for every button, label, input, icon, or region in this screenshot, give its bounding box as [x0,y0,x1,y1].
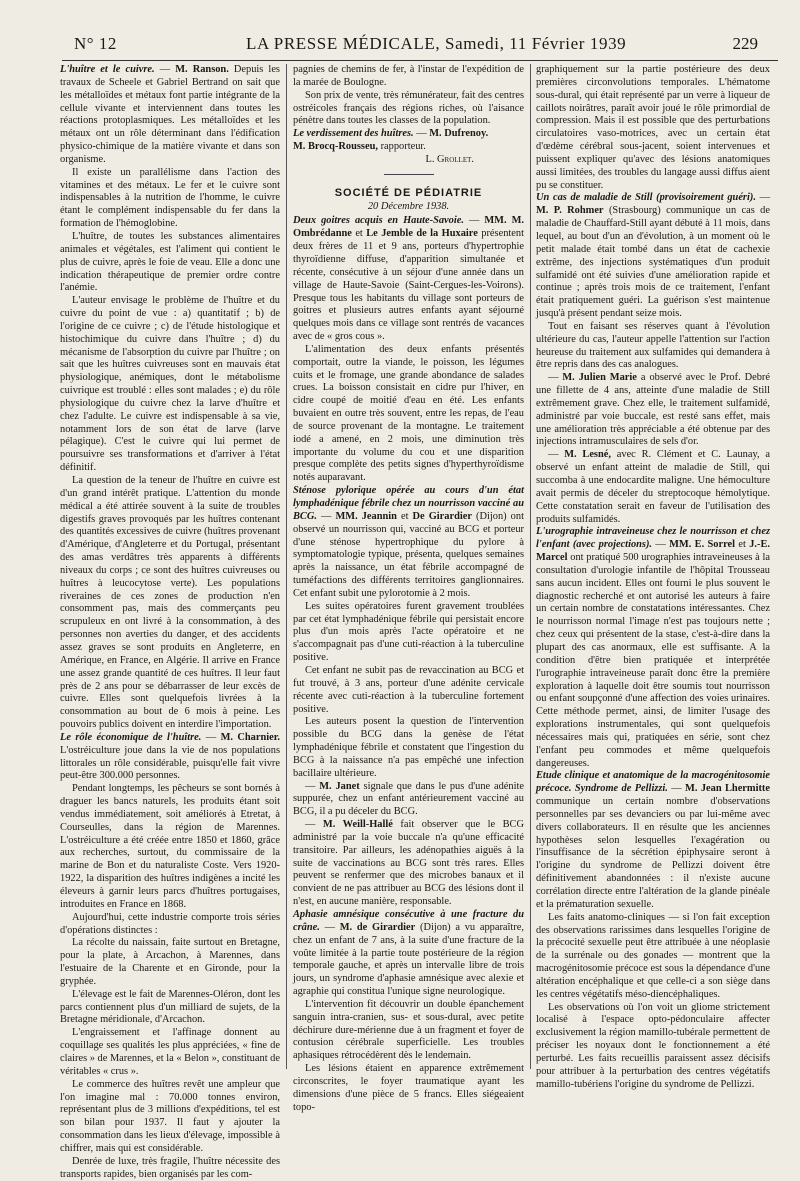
author-name: De Girardier [412,510,472,522]
issue-number: N° 12 [74,34,117,53]
conjunction: et [355,228,363,240]
article-heading: Sténose pylorique opérée au cours d'un état lymphadénique fébrile chez un nourrisson vacciné au BCG. [293,485,524,522]
article-heading: Un cas de maladie de Still (provisoirement guéri). [536,192,756,204]
paragraph-text: Son prix de vente, très rémunérateur, fait des centres ostréicoles français des régions riches, où l'aisance pénètre dans toutes les classes de la population. [293,89,524,127]
paragraph-text: rapporteur. [380,141,426,153]
author-name: M. Janet [319,780,360,792]
article-heading: L'urographie intraveineuse chez le nourrisson et chez l'enfant (avec projections). [536,526,770,551]
paragraph-text: présentent deux frères de 11 et 9 ans, porteurs d'hypertrophie thyroïdienne diffuse, d'apparition simultanée et récente, consécutive à un séjour d'une année dans un village de Haute-Savoie (Saint-Cergues-les-Voirons). Presque tous les habitants du village sont porteurs de goitres et plusieurs autres enfants ayant séjourné quelques mois dans ce village sont rentrés de vacances avec de « gros cous ». [293,228,524,343]
paragraph-text: Tout en faisant ses réserves quant à l'évolution ultérieure du cas, l'auteur appelle l'attention sur l'action heureuse du traitement aux sulfamides qui demandera à être repris dans des cas analogues. [536,320,770,371]
journal-title: LA PRESSE MÉDICALE, Samedi, 11 Février 1939 [246,34,627,53]
article-paragraph: Sténose pylorique opérée au cours d'un état lymphadénique fébrile chez un nourrisson vacciné au BCG. — MM. Jeannin et De Girardier (Dijon) ont observé un nourrisson qui, vacciné au BCG et porteur d'une sténose hypertrophique du pylore à symptomatologie typique, présenta, quelques semaines après la naissance, un état fébrile accompagné de tuméfactions des différents territoires ganglionnaires. Cet enfant subit une pylorotomie à 2 mois. [293,485,524,599]
article-paragraph: Le rôle économique de l'huître. — M. Charnier. L'ostréiculture joue dans la vie de nos populations littorales un rôle considérable, puisqu'elle fait vivre peut-être 300.000 personnes. [60,731,280,782]
paragraph-text: Aujourd'hui, cette industrie comporte trois séries d'opérations distinctes : [60,911,280,936]
article-paragraph: — M. Lesné, avec R. Clément et C. Launay, a observé un enfant atteint de maladie de Still, qui succomba à une endocardite maligne. Une hémoculture avait permis de déceler du streptocoque hémolytique. Cette constatation serait en faveur de l'utilisation des produits sulfamidés. [536,449,770,525]
paragraph-text: Pendant longtemps, les pêcheurs se sont bornés à draguer les bancs naturels, les produits étant soit vendus immédiatement, soit améliorés à Etretat, à Courseulles, dans la région de Marennes. L'ostréiculture a été créée entre 1850 et 1860, grâce aux recherches, surtout, du commissaire de la marine de Bon et du naturaliste Coste. Vers 1920-1922, la disparition des huîtres indigènes a incité les éleveurs à garnir leurs parcs d'huîtres portugaises, introduites en France en 1868. [60,783,280,910]
paragraph-text: (Dijon) a vu apparaître, chez un enfant de 7 ans, à la suite d'une fracture de la voûte limitée à la partie toute postérieure de la région temporale gauche, et après un intervalle libre de trois jours, un syndrome d'aphasie amnésique avec alexie et agraphie qui constitua l'unique signe neurologique. [293,921,524,998]
author-name: J.-E. Marcel [536,539,770,564]
paragraph-text: La récolte du naissain, faite surtout en Bretagne, pour la plate, à Arcachon, à Marennes, dans l'estuaire de la Charente et en Gironde, pour la gryphée. [60,937,280,987]
paragraph-text: L'engraissement et l'affinage donnent au coquillage ses qualités les plus appréciées, « fine de claires » de Marennes, et la « Belon », constituant de véritables « crus ». [60,1027,280,1077]
article-paragraph: — M. Julien Marie a observé avec le Prof. Debré une fillette de 4 ans, atteinte d'une maladie de Still extrêmement grave. Chez elle, le traitement sulfamidé, administré par voie buccale, est resté sans effet, mais une amélioration très appréciable a été obtenue par des injections intramusculaires de sels d'or. [536,372,771,448]
paragraph-text: L'auteur envisage le problème de l'huître et du cuivre du point de vue : a) quantitatif ; b) de l'origine de ce cuivre ; c) de l'étude histologique et histochimique du cuivre dans l'huître ; d) du mécanisme de l'absorption du cuivre par l'huître ; on sait que les huîtres cuivreuses sont en mauvais état physiologique, anémiques, dont le métabolisme cuivrique est troublé : elles sont malades ; e) du rôle physiologique du cuivre chez la larve d'huître et chez l'adulte. Le cuivre est indispensable à sa vie, notamment lors de son état de larve (larve pélagique). C'est le cuivre qui lui permet de poursuivre ses transformations et d'arriver à l'état définitif. [60,295,280,474]
section-rule [384,174,434,175]
article-paragraph: Etude clinique et anatomique de la macrogénitosomie précoce. Syndrome de Pellizzi. — M. Jean Lhermitte communique un certain nombre d'observations personnelles par ses devanciers ou par lui-même avec divers collaborateurs. Il en résulte que les anciennes hypothèses selon lesquelles l'exagération ou l'insuffisance de la sécrétion épiphysaire seront à l'origine du syndrome de Pellizzi doivent être définitivement abandonnées : il n'existe aucune corrélation directe entre l'altération de la glande pinéale et la prématuration sexuelle. [536,770,770,910]
author-name: M. Jean Lhermitte [685,783,770,795]
paragraph-text: graphiquement sur la partie postérieure des deux premières circonvolutions temporales. L'hématome sous-dural, qui était représenté par un verre à liqueur de caillots noirâtres, paraît avoir joué le rôle primordial de compression. Mais il est possible que des perturbations circulatoires vaso-motrices, avec un certain état d'œdème cérébral sous-jacent, soient intervenues et puissent expliquer qu'avec des lésions anatomiques aussi limitées, des troubles du langage aussi diffus aient pu se constituer. [536,64,770,191]
paragraph-text: Il existe un parallélisme dans l'action des vitamines et des métaux. Le fer et le cuivre sont indispensables à la nutrition de l'homme, le cuivre étant le complément indispensable du fer dans la formation de l'hémoglobine. [60,166,280,230]
paragraph-text: Denrée de luxe, très fragile, l'huître nécessite des transports rapides, bien organisés par les com- [60,1155,280,1180]
article-paragraph: Aphasie amnésique consécutive à une fracture du crâne. — M. de Girardier (Dijon) a vu apparaître, chez un enfant de 7 ans, à la suite d'une fracture de la voûte limitée à la partie toute postérieure de la région temporale gauche, et après un intervalle libre de trois jours, un syndrome d'aphasie amnésique avec alexie et agraphie qui constitua l'unique signe neurologique. [293,909,524,998]
column-divider [286,64,287,1069]
paragraph-text: Les suites opératoires furent gravement troublées par cet état lymphadénique fébrile qui persistait encore plus d'un mois après l'acte opératoire et ne s'accompagnait pas d'une cuti-réaction à la tuberculine positive. [293,600,524,664]
paragraph-text: Le commerce des huîtres revêt une ampleur que l'on imagine mal : 70.000 tonnes environ, représentant plus de 3 millions d'expéditions, tel est son bilan pour 1937. Il faut y ajouter la consommation dans les lieux d'élevage, impossible à chiffrer, mais qui est considérable. [60,1078,280,1154]
article-heading: Aphasie amnésique consécutive à une fracture du crâne. [293,909,524,933]
author-name: MM. Jeannin [335,510,397,522]
author-name: M. Brocq-Rousseu, [293,141,378,153]
article-paragraph: — M. Janet signale que dans le pus d'une adénite suppurée, chez un enfant antérieurement vacciné au BCG, il a pu déceler du BCG. [293,780,524,818]
author-name: M. Weill-Hallé [322,819,393,831]
paragraph-text: Les auteurs posent la question de l'intervention possible du BCG dans la genèse de l'état lymphadénique fébrile et constatent que l'ingestion du BCG à la naissance n'a pas empêché une infection bacillaire ultérieure. [293,716,524,779]
paragraph-text: pagnies de chemins de fer, à l'instar de l'expédition de la marée de Boulogne. [293,64,524,88]
column-left [60,64,280,1180]
section-title: SOCIÉTÉ DE PÉDIATRIE [334,186,483,199]
paragraph-text: (Dijon) ont observé un nourrisson qui, vacciné au BCG et porteur d'une sténose hypertrophique du pylore à symptomatologie typique, présenta, quelques semaines après la naissance, un état fébrile accompagné de tuméfactions des différents territoires ganglionnaires. Cet enfant subit une pylorotomie à 2 mois. [293,510,524,599]
author-name: M. Charnier. [220,731,280,743]
author-name: M. Ranson. [175,64,229,75]
author-name: M. Julien Marie [562,372,637,384]
paragraph-text: L'huître, de toutes les substances alimentaires animales et végétales, est l'aliment qui contient le plus de cuivre, après le foie de veau. Elle a donc une indication thérapeutique de premier ordre contre l'anémie. [60,230,280,294]
paragraph-text: signale que dans le pus d'une adénite suppurée, chez un enfant antérieurement vacciné au BCG, il a pu déceler du BCG. [293,780,524,818]
paragraph-text: fait observer que le BCG administré par la voie buccale n'a qu'une efficacité transitoire. Par ailleurs, les adénopathies aiguës à la suite de vaccinations au BCG sont très rares. Elles peuvent se renfermer que des microbes banaux et il convient de ne pas attribuer au BCG des lésions dont il n'est, en aucune manière, responsable. [293,819,524,908]
paragraph-text: L'intervention fit découvrir un double épanchement sanguin intra-cranien, sus- et sous-dural, avec petite déchirure dure-mérienne due à un fragment et foyer de contusion cérébrale superficielle. Les troubles aphasiques rétrocédèrent dès le lendemain. [293,998,524,1062]
paragraph-text: L'élevage est le fait de Marennes-Oléron, dont les parcs contiennent plus d'un milliard de sujets, de la Bretagne méridionale, d'Arcachon. [60,988,280,1026]
author-name: M. Lesné, [564,449,611,461]
column-right [536,64,771,1090]
article-paragraph: Deux goitres acquis en Haute-Savoie. — MM. M. Ombrédanne et Le Jemble de la Huxaire présentent deux frères de 11 et 9 ans, porteurs d'hypertrophie thyroïdienne diffuse, d'apparition simultanée et récente, consécutive à un séjour d'une année dans un village de Haute-Savoie (Saint-Cergues-les-Voirons). Presque tous les habitants du village sont porteurs de goitres et plusieurs autres enfants ayant séjourné quelques mois dans ce village sont rentrés de vacances avec de « gros cous ». [293,215,524,343]
page-header [66,34,770,60]
paragraph-text: La question de la teneur de l'huître en cuivre est d'un grand intérêt pratique. L'attention du monde médical a été attirée souvent à la suite de troubles digestifs graves provoqués par les huîtres contenant des quantités excessives de cuivre (huîtres provenant d'Amérique, d'Angleterre et du Portugal, présentant des amas verdâtres très apparents à différents niveaux du corps ; ce sont des huîtres cuivreuses ou huîtres à leucocytose verte). Les populations riveraines de ces zones de production n'en consomment pas, mais des commerçants peu scrupuleux en ont livré à la consommation, à des personnes non averties du danger, et des accidents assez graves se sont produits en Angleterre, en Amérique, en France, en Algérie. Il arrive en France une assez grande quantité de ces huîtres. Il leur faut près de 2 ans pour se débarrasser de leur excès de cuivre. Elles sont quelquefois livrées à la consommation au bout de 6 mois à peine. Les pouvoirs publics doivent en interdire l'importation. [60,475,280,731]
author-name: Le Jemble de la Huxaire [366,228,478,240]
header-rule [62,60,778,61]
paragraph-text: Les faits anatomo-cliniques — si l'on fait exception des observations rarissimes dans lesquelles l'origine de la précocité sexuelle peut être attribuée à une néoplasie de la surrénale ou des gonades — montrent que la macrogénitosomie précoce est sous la dépendance d'une altération encéphalique et que celle-ci a son siège dans les centres végétatifs méso-diencéphaliques. [536,911,770,1000]
article-heading: L'huître et le cuivre. [60,64,155,75]
paragraph-text: (Strasbourg) communique un cas de maladie de Chauffard-Still ayant débuté à 11 mois, dans lequel, au bout d'un an d'évolution, à un moment où le petit malade était tombé dans un état de cachexie extrême, des injections systématiques d'un produit sulfamidé ont été suivies d'une amélioration rapide et continue ; après trois mois de ce traitement, l'enfant était pratiquement guéri. La guérison s'est maintenue jusqu'à présent pendant seize mois. [536,205,770,320]
column-divider [530,64,531,1069]
page-number: 229 [732,34,758,53]
author-name: M. de Girardier [339,921,416,933]
paragraph-text: communique un certain nombre d'observations personnelles par ses devanciers ou par lui-même avec divers collaborateurs. Il en résulte que les anciennes hypothèses selon lesquelles l'exagération ou l'insuffisance de la sécrétion épiphysaire seront à l'origine du syndrome de Pellizzi doivent être définitivement abandonnées : il n'existe aucune corrélation directe entre l'altération de la glande pinéale et la prématuration sexuelle. [536,796,770,910]
article-heading: Deux goitres acquis en Haute-Savoie. [293,215,464,227]
article-paragraph: L'urographie intraveineuse chez le nourrisson et chez l'enfant (avec projections). — MM. E. Sorrel et J.-E. Marcel ont pratiqué 500 urographies intraveineuses à la consultation d'urologie infantile de l'hôpital Trousseau sans aucun incident. Elles ont fourni le plus souvent le diagnostic recherché et ont autorisé les auteurs à faire un certain nombre de constatations intéressantes. Chez le nourrisson normal l'image n'est pas toujours nette ; chez ceux qui présentent de la stase, c'est-à-dire dans la plupart des cas anormaux, elle est suffisante. A la condition d'être bien pratiquée et interprétée l'urographie intraveineuse paraît donc être la première exploration à laquelle doit être soumis tout nourrisson ou enfant soupçonné d'une affection des voies urinaires. Cette méthode permet, ainsi, de limiter l'usage des explorations instrumentales, qui sont quelquefois nécessaires mais qui, pratiquées en série, sont chez l'enfant peu commodes et même quelquefois dangereuses. [536,526,770,769]
author-name: M. Dufrenoy. [429,128,489,140]
signature: L. Grollet. [425,153,474,165]
paragraph-text: L'ostréiculture joue dans la vie de nos populations littorales un rôle considérable, puisqu'elle fait vivre peut-être 300.000 personnes. [60,744,280,782]
paragraph-text: L'alimentation des deux enfants présentés comportait, outre la viande, le poisson, les légumes cuits et le fromage, une grande abondance de salades crues. La boisson consistait en cidre pur l'hiver, en cidre coupé de moitié d'eau en été. Les enfants buvaient en outre très souvent, entre les repas, de l'eau de source provenant de la montagne. Le traitement iodé a amené, en 2 mois, une diminution très importante du volume du cou et une disparition presque complète des petits signes d'hyperthyroïdisme notés auparavant. [293,343,524,484]
article-heading: Le rôle économique de l'huître. [60,731,202,743]
article-paragraph: — M. Weill-Hallé fait observer que le BCG administré par la voie buccale n'a qu'une efficacité transitoire. Par ailleurs, les adénopathies aiguës à la suite de vaccinations au BCG sont très rares. Elles peuvent se renfermer que des microbes banaux et il convient de ne pas attribuer au BCG des lésions dont il n'est, en aucune manière, responsable. [293,819,524,908]
conjunction: et [738,539,746,551]
paragraph-text: Depuis les travaux de Scheele et Gabriel Bertrand on sait que les métalloïdes et métaux font partie intégrante de la cellule vivante et interviennent dans toutes les réactions protoplasmiques. Les métalloïdes et les métaux ont un rôle déterminant dans l'édification physico-chimique de la matière vivante et dans son organisme. [60,64,280,165]
article-paragraph: Le verdissement des huîtres. — M. Dufrenoy. [293,128,489,140]
paragraph-text: Les lésions étaient en apparence extrêmement circonscrites, le foyer traumatique ayant les dimensions d'une pièce de 5 francs. Elles siégeaient topo- [293,1063,524,1113]
paragraph-text: avec R. Clément et C. Launay, a observé un enfant atteint de maladie de Still, qui succomba à une endocardite maligne. Une hémoculture avait permis de déceler du streptocoque hémolytique. Cette constatation serait en faveur de l'utilisation des produits sulfamidés. [536,449,770,525]
author-name: M. P. Rohmer [536,205,604,217]
author-name: MM. M. Ombrédanne [293,215,524,240]
article-heading: Le verdissement des huîtres. [293,128,414,140]
paragraph-text: a observé avec le Prof. Debré une fillette de 4 ans, atteinte d'une maladie de Still extrêmement grave. Chez elle, le traitement sulfamidé, administré par voie buccale, est resté sans effet, mais une amélioration très appréciable a été obtenue par des injections intramusculaires de sels d'or. [536,372,771,448]
author-name: MM. E. Sorrel [669,539,736,551]
article-paragraph: Un cas de maladie de Still (provisoirement guéri). — M. P. Rohmer (Strasbourg) communique un cas de maladie de Chauffard-Still ayant débuté à 11 mois, dans lequel, au bout d'un an d'évolution, à un moment où le petit malade était tombé dans un état de cachexie extrême, des injections systématiques d'un produit sulfamidé ont été suivies d'une amélioration rapide et continue ; après trois mois de ce traitement, l'enfant était pratiquement guéri. La guérison s'est maintenue jusqu'à présent pendant seize mois. [536,192,770,320]
article-heading: Etude clinique et anatomique de la macrogénitosomie précoce. Syndrome de Pellizzi. [536,770,770,795]
paragraph-text: ont pratiqué 500 urographies intraveineuses à la consultation d'urologie infantile de l'hôpital Trousseau sans aucun incident. Elles ont fourni le plus souvent le diagnostic recherché et ont autorisé les auteurs à faire un certain nombre de constatations intéressantes. Chez le nourrisson normal l'image n'est pas toujours nette ; chez ceux qui présentent de la stase, c'est-à-dire dans la plupart des cas anormaux, elle est suffisante. A la condition d'être bien pratiquée et interprétée l'urographie intraveineuse paraît donc être la première exploration à laquelle doit être soumis tout nourrisson ou enfant soupçonné d'une affection des voies urinaires. Cette méthode permet, ainsi, de limiter l'usage des explorations instrumentales, qui sont quelquefois nécessaires mais qui, pratiquées en série, sont chez l'enfant peu commodes et même quelquefois dangereuses. [536,552,770,769]
paragraph-text: Cet enfant ne subit pas de revaccination au BCG et fut trouvé, à 3 ans, porteur d'une adénite cervicale récente avec cuti-réaction à la tuberculine fortement positive. [293,664,524,715]
conjunction: et [401,510,409,522]
article-paragraph: L'huître et le cuivre. — M. Ranson. Depuis les travaux de Scheele et Gabriel Bertrand on sait que les métalloïdes et métaux font partie intégrante de la cellule vivante et interviennent dans toutes les réactions protoplasmiques. Les métalloïdes et les métaux ont un rôle déterminant dans l'édification physico-chimique de la matière vivante et dans son organisme. [60,64,280,165]
article-paragraph [293,141,524,154]
session-date: 20 Décembre 1938. [367,200,450,212]
column-middle [293,64,524,1113]
paragraph-text: Les observations où l'on voit un gliome strictement localisé à l'espace opto-pédonculaire affecter exclusivement la région mamillo-tubérale permettent de préciser les noyaux dont le fonctionnement a été perturbé. Les faits recueillis paraissent assez décisifs pour attribuer à la perturbation des centres végétatifs mamillo-tubériens l'origine du syndrome de Pellizzi. [536,1001,770,1090]
